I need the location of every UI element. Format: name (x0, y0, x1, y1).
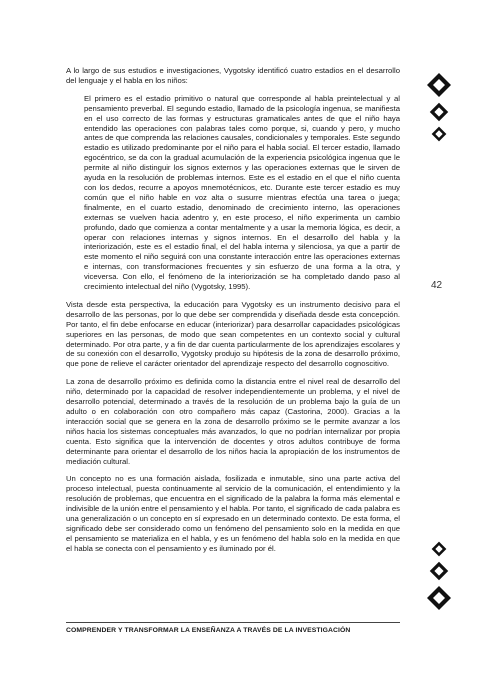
diamond-ornament-icon (431, 541, 447, 557)
diamond-ornament-icon (429, 561, 449, 581)
intro-paragraph: A lo largo de sus estudios e investigaciones, Vygotsky identificó cuatro estadios en el desarrollo del lenguaje y el habla en los niños: (66, 66, 400, 85)
paragraph-zone: La zona de desarrollo próximo es definida como la distancia entre el nivel real de desarrollo del niño, determinado por la capacidad de resolver independientemente un problema, y el nivel de desarrollo potencial, determinado a través de la resolución de un problema bajo la guía de un adulto o en colaboración con otro compañero más capaz (Castorina, 2000). Gracias a la interacción social que se genera en la zona de desarrollo próximo se le permite avanzar a los niños hacia los sistemas conceptuales más avanzados, lo que no podrían internalizar por propia cuenta. Esto significa que la intervención de docentes y otros adultos contribuye de forma determinante para orientar el desarrollo de los niños hacia la apropiación de los instrumentos de mediación cultural. (66, 377, 400, 466)
running-footer: COMPRENDER Y TRANSFORMAR LA ENSEÑANZA A TRAVÉS DE LA INVESTIGACIÓN (66, 622, 400, 634)
diamond-ornament-icon (426, 585, 452, 611)
body-text (66, 66, 400, 562)
paragraph-concept: Un concepto no es una formación aislada, fosilizada e inmutable, sino una parte activa del proceso intelectual, puesta continuamente al servicio de la comunicación, el entendimiento y la resolución de problemas, que encuentra en el significado de la palabra la forma más elemental e indivisible de la unión entre el pensamiento y el habla. Por tanto, el significado de cada palabra es una generalización o un concepto en sí expresado en un determinado contexto. De esta forma, el significado debe ser considerado como un fenómeno del pensamiento solo en la medida en que el pensamiento se materializa en el habla, y es un fenómeno del habla solo en la medida en que el habla se conecta con el pensamiento y es iluminado por él. (66, 474, 400, 553)
paragraph-education: Vista desde esta perspectiva, la educación para Vygotsky es un instrumento decisivo para el desarrollo de las personas, por lo que debe ser comprendida y diseñada desde esta concepción. Por tanto, el fin debe enfocarse en educar (interiorizar) para desarrollar capacidades psicológicas superiores en las personas, de modo que sean competentes en un contexto social y cultural determinado. Por otra parte, y a fin de dar cuenta particularmente de los aprendizajes escolares y de su conexión con el desarrollo, Vygotsky produjo su hipótesis de la zona de desarrollo próximo, que pone de relieve el carácter orientador del aprendizaje respecto del desarrollo cognoscitivo. (66, 299, 400, 369)
ornament-group-bottom (424, 541, 454, 611)
ornament-group-top (424, 72, 454, 142)
diamond-ornament-icon (426, 72, 452, 98)
page-number: 42 (431, 280, 443, 291)
diamond-ornament-icon (429, 102, 449, 122)
block-quote: El primero es el estadio primitivo o natural que corresponde al habla preintelectual y al pensamiento preverbal. El segundo estadio, llamado de la psicología ingenua, se manifiesta en el uso correcto de las formas y estructuras gramaticales antes de que el niño haya entendido las operaciones con palabras tales como porque, si, cuando y pero, y mucho antes de que comprenda las relaciones causales, condicionales y temporales. Este segundo estadio es utilizado predominante por el niño para el habla social. El tercer estadio, llamado egocéntrico, se da con la gradual acumulación de la experiencia psicológica ingenua que le permite al niño distinguir los signos externos y las operaciones externas que le sirven de ayuda en la resolución de problemas internos. Este es el estadio en el que el niño cuenta con los dedos, recurre a apoyos mnemotécnicos, etc. Durante este tercer estadio es muy común que el niño hable en voz alta o susurre mientras efectúa una tarea o juega; finalmente, en el cuarto estadio, denominado de crecimiento interno, las operaciones externas se vuelven hacia adentro y, en este proceso, el niño experimenta un cambio profundo, dado que comienza a contar mentalmente y a usar la memoria lógica, es decir, a operar con relaciones internas y signos internos. En el desarrollo del habla y la interiorización, este es el estadio final, el del habla interna y silenciosa, ya que a partir de este momento el niño seguirá con una constante interacción entre las operaciones externas e internas, con transformaciones frecuentes y sin esfuerzo de una forma a la otra, y viceversa. Con ello, el fenómeno de la interiorización se ha completado dando paso al crecimiento intelectual del niño (Vygotsky, 1995). (84, 93, 400, 292)
diamond-ornament-icon (431, 126, 447, 142)
